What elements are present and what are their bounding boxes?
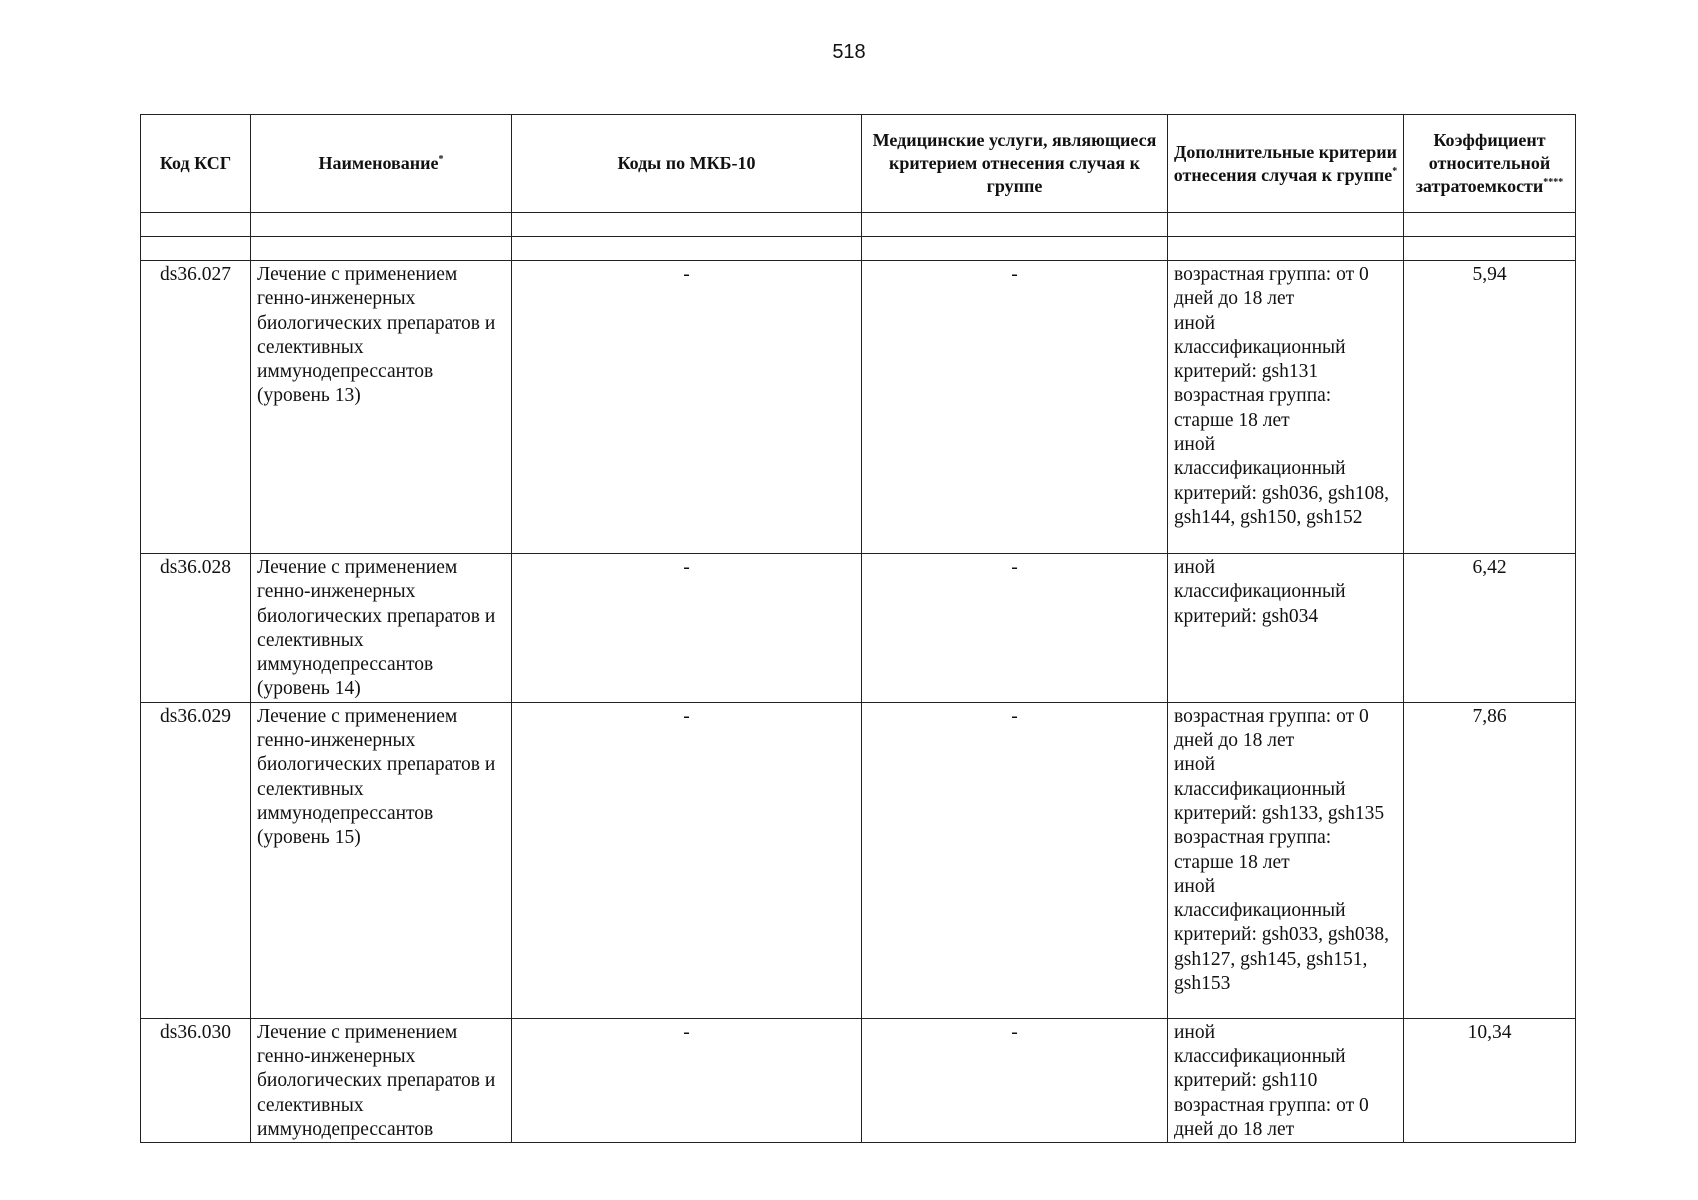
name-cell: Лечение с применением генно-инженерных биологических препаратов и селективных иммунодепрессантов (уровень 13) — [251, 261, 512, 554]
mkb-codes-cell: - — [512, 1018, 862, 1142]
ksg-code-cell: ds36.029 — [141, 702, 251, 1018]
ksg-table — [140, 114, 1576, 1143]
table-row — [141, 702, 1576, 1018]
mkb-codes-cell: - — [512, 702, 862, 1018]
footnote-mark: * — [1392, 165, 1398, 177]
medical-services-cell: - — [862, 702, 1168, 1018]
table-row — [141, 554, 1576, 703]
ksg-code-cell: ds36.030 — [141, 1018, 251, 1142]
criteria-cell: возрастная группа: от 0 дней до 18 лет иной классификационный критерий: gsh131 возрастная группа: старше 18 лет иной классификационный критерий: gsh036, gsh108, gsh144, gsh150, gsh152 — [1168, 261, 1404, 554]
criteria-cell: возрастная группа: от 0 дней до 18 лет иной классификационный критерий: gsh133, gsh135 возрастная группа: старше 18 лет иной классификационный критерий: gsh033, gsh038, gsh127, gsh145, gsh151, gsh153 — [1168, 702, 1404, 1018]
header-medical-services: Медицинские услуги, являющиеся критерием отнесения случая к группе — [862, 115, 1168, 213]
table-header-row — [141, 115, 1576, 213]
medical-services-cell: - — [862, 554, 1168, 703]
header-additional-criteria: Дополнительные критерии отнесения случая к группе* — [1168, 115, 1404, 213]
header-cost-coefficient: Коэффициент относительной затратоемкости**** — [1404, 115, 1576, 213]
page-number: 518 — [832, 41, 866, 63]
coefficient-cell: 6,42 — [1404, 554, 1576, 703]
coefficient-cell: 7,86 — [1404, 702, 1576, 1018]
name-cell: Лечение с применением генно-инженерных биологических препаратов и селективных иммунодепрессантов (уровень 15) — [251, 702, 512, 1018]
blank-row — [141, 213, 1576, 237]
name-cell: Лечение с применением генно-инженерных биологических препаратов и селективных иммунодепрессантов — [251, 1018, 512, 1142]
ksg-code-cell: ds36.028 — [141, 554, 251, 703]
mkb-codes-cell: - — [512, 554, 862, 703]
blank-row — [141, 237, 1576, 261]
criteria-cell: иной классификационный критерий: gsh034 — [1168, 554, 1404, 703]
ksg-code-cell: ds36.027 — [141, 261, 251, 554]
coefficient-cell: 10,34 — [1404, 1018, 1576, 1142]
table-row — [141, 1018, 1576, 1142]
criteria-cell: иной классификационный критерий: gsh110 возрастная группа: от 0 дней до 18 лет — [1168, 1018, 1404, 1142]
medical-services-cell: - — [862, 1018, 1168, 1142]
table-row — [141, 261, 1576, 554]
medical-services-cell: - — [862, 261, 1168, 554]
header-mkb-codes: Коды по МКБ-10 — [512, 115, 862, 213]
header-ksg-code: Код КСГ — [141, 115, 251, 213]
mkb-codes-cell: - — [512, 261, 862, 554]
coefficient-cell: 5,94 — [1404, 261, 1576, 554]
header-name: Наименование* — [251, 115, 512, 213]
footnote-mark: * — [438, 154, 444, 165]
name-cell: Лечение с применением генно-инженерных биологических препаратов и селективных иммунодепрессантов (уровень 14) — [251, 554, 512, 703]
footnote-mark: **** — [1543, 177, 1564, 188]
